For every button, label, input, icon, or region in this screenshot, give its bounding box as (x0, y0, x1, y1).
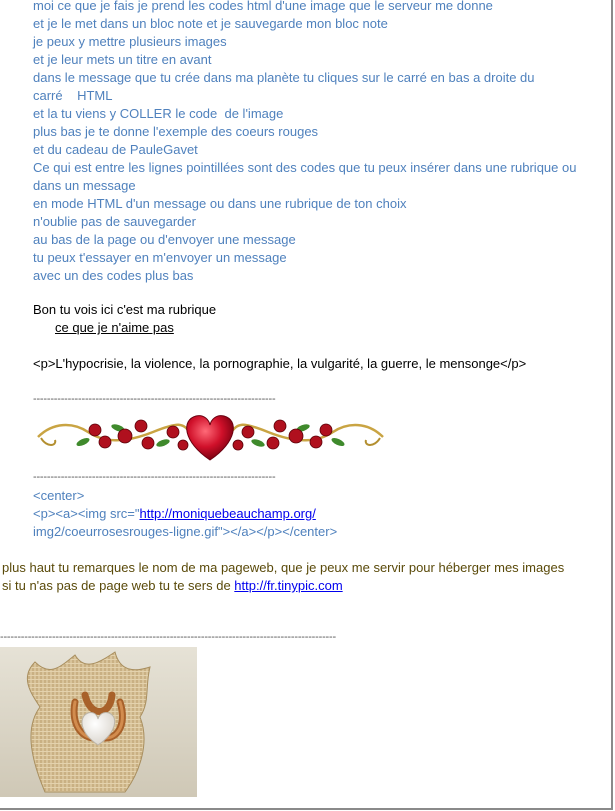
code-prefix: <p><a><img src=" (33, 506, 140, 521)
burlap-gift-heart-photo (0, 647, 197, 797)
instruction-line: carré HTML (33, 88, 113, 103)
instruction-line: et du cadeau de PauleGavet (33, 142, 198, 157)
image-url-part2: img2/coeurrosesrouges-ligne.gif (33, 524, 218, 539)
code-center-open: <center> (33, 488, 85, 503)
tinypic-note (2, 577, 343, 595)
paragraph-code: <p>L'hypocrisie, la violence, la pornographie, la vulgarité, la guerre, le mensonge</p> (33, 356, 527, 371)
instruction-line: n'oublie pas de sauvegarder (33, 214, 196, 229)
instruction-line: et je le met dans un bloc note et je sauvegarde mon bloc note (33, 16, 388, 31)
dashed-separator-long: ------------------------------------------------------------------------------------------------- (0, 631, 336, 643)
instruction-line: dans le message que tu crée dans ma planète tu cliques sur le carré en bas a droite du (33, 70, 535, 85)
rubrique-intro: Bon tu vois ici c'est ma rubrique (33, 302, 217, 317)
instruction-line: plus bas je te donne l'exemple des coeurs rouges (33, 124, 319, 139)
pageweb-note: plus haut tu remarques le nom de ma pageweb, que je peux me servir pour héberger mes images (2, 560, 565, 575)
instruction-line: je peux y mettre plusieurs images (33, 34, 227, 49)
instruction-line: avec un des codes plus bas (33, 268, 194, 283)
instruction-line: et je leur mets un titre en avant (33, 52, 212, 67)
instruction-line: moi ce que je fais je prend les codes html d'une image que le serveur me donne (33, 0, 493, 13)
instruction-line: en mode HTML d'un message ou dans une rubrique de ton choix (33, 196, 407, 211)
hearts-roses-line-image (33, 410, 388, 465)
instruction-block (33, 0, 608, 285)
dashed-separator: ---------------------------------------------------------------------- (33, 471, 276, 483)
code-suffix: "></a></p></center> (217, 524, 338, 539)
dashed-separator: ---------------------------------------------------------------------- (33, 393, 276, 405)
rubrique-title: ce que je n'aime pas (55, 320, 174, 335)
instruction-line: tu peux t'essayer en m'envoyer un message (33, 250, 287, 265)
instruction-line: Ce qui est entre les lignes pointillées sont des codes que tu peux insérer dans une rubrique ou dans un message (33, 160, 577, 193)
instruction-line: et la tu viens y COLLER le code de l'image (33, 106, 284, 121)
tinypic-note-text: si tu n'as pas de page web tu te sers de (2, 578, 235, 593)
instruction-line: au bas de la page ou d'envoyer une message (33, 232, 296, 247)
image-code-block (33, 487, 337, 541)
tinypic-link[interactable]: http://fr.tinypic.com (234, 578, 343, 593)
image-url-link-part1[interactable]: http://moniquebeauchamp.org/ (139, 506, 316, 521)
